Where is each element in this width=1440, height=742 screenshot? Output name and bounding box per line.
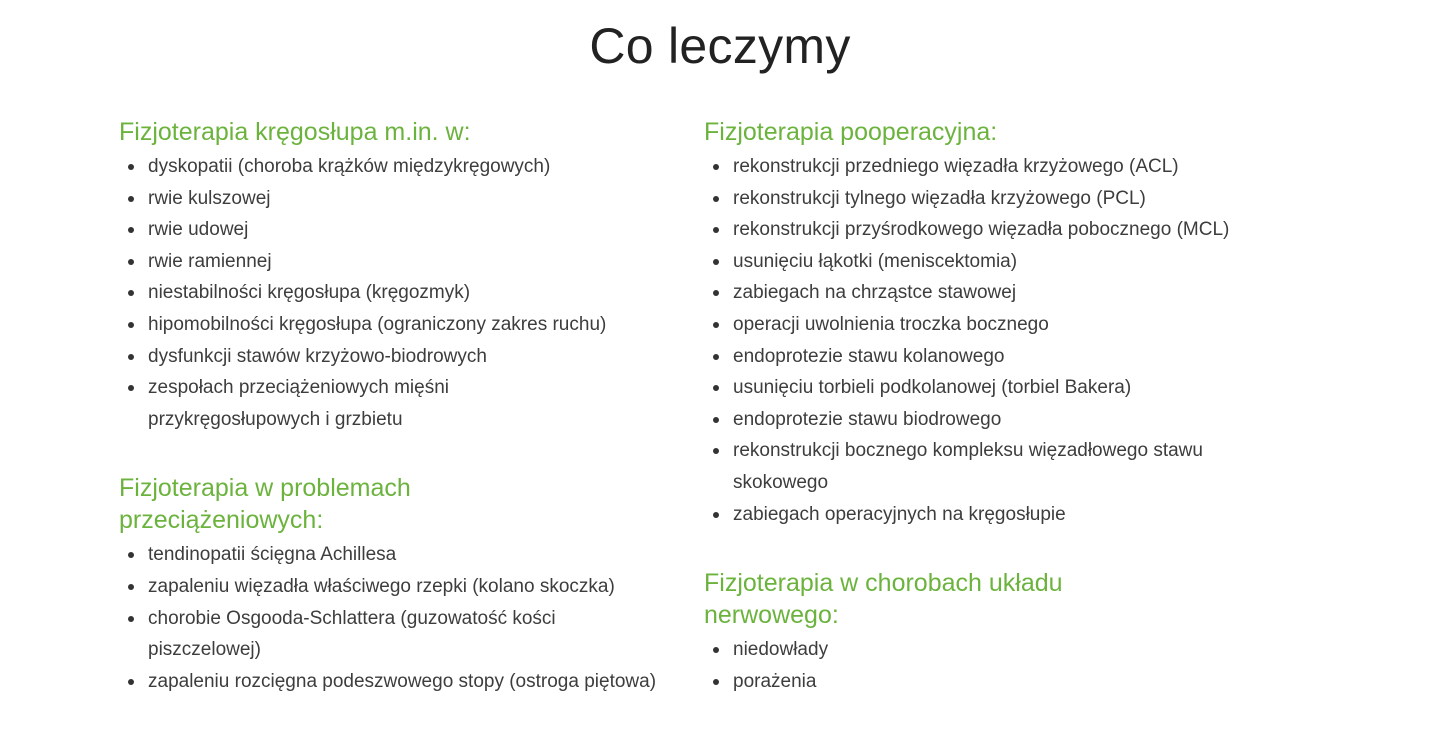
list-item-text: hipomobilności kręgosłupa (ograniczony zakres ruchu) xyxy=(148,313,607,335)
bullet-icon xyxy=(128,616,134,622)
bullet-icon xyxy=(713,448,719,454)
list-item xyxy=(704,277,1264,309)
list-item xyxy=(704,309,1264,341)
bullet-icon xyxy=(128,552,134,558)
list-item-text: zapaleniu więzadła właściwego rzepki (kolano skoczka) xyxy=(148,575,615,597)
condition-list xyxy=(704,634,1264,697)
list-item xyxy=(704,404,1264,436)
bullet-icon xyxy=(713,164,719,170)
bullet-icon xyxy=(713,385,719,391)
list-item-text: rwie kulszowej xyxy=(148,187,271,209)
list-item-text: rwie ramiennej xyxy=(148,250,272,272)
list-item-text: zespołach przeciążeniowych mięśni przykręgosłupowych i grzbietu xyxy=(148,377,449,430)
bullet-icon xyxy=(713,322,719,328)
list-item-text: porażenia xyxy=(733,670,817,692)
condition-list xyxy=(704,151,1264,530)
list-item-text: dyskopatii (choroba krążków międzykręgowych) xyxy=(148,156,551,177)
list-item-text: operacji uwolnienia troczka bocznego xyxy=(733,313,1049,335)
list-item-text: rekonstrukcji tylnego więzadła krzyżowego (PCL) xyxy=(733,187,1146,209)
list-item xyxy=(704,151,1264,183)
bullet-icon xyxy=(713,679,719,685)
page-title: Co leczymy xyxy=(589,18,851,74)
list-item xyxy=(704,372,1264,404)
section-nervous-system-physiotherapy xyxy=(704,567,1264,697)
list-item xyxy=(119,539,679,571)
bullet-icon xyxy=(713,512,719,518)
section-heading: Fizjoterapia pooperacyjna: xyxy=(704,118,998,146)
list-item xyxy=(119,183,679,215)
bullet-icon xyxy=(713,196,719,202)
bullet-icon xyxy=(128,354,134,360)
list-item xyxy=(704,341,1264,373)
list-item xyxy=(119,246,679,278)
list-item xyxy=(704,499,1264,531)
bullet-icon xyxy=(128,322,134,328)
section-heading: Fizjoterapia kręgosłupa m.in. w: xyxy=(119,118,471,146)
list-item xyxy=(704,183,1264,215)
bullet-icon xyxy=(128,227,134,233)
list-item-text: usunięciu łąkotki (meniscektomia) xyxy=(733,250,1018,272)
bullet-icon xyxy=(128,290,134,296)
list-item xyxy=(119,214,679,246)
list-item xyxy=(119,372,508,435)
list-item-text: tendinopatii ścięgna Achillesa xyxy=(148,544,397,566)
list-item-text: rekonstrukcji przedniego więzadła krzyżowego (ACL) xyxy=(733,156,1179,177)
list-item-text: chorobie Osgooda-Schlattera (guzowatość kości piszczelowej) xyxy=(148,607,556,661)
bullet-icon xyxy=(713,290,719,296)
list-item-text: niedowłady xyxy=(733,639,829,661)
list-item xyxy=(119,666,658,698)
bullet-icon xyxy=(713,354,719,360)
left-column xyxy=(119,116,679,734)
bullet-icon xyxy=(128,584,134,590)
list-item-text: rwie udowej xyxy=(148,219,249,241)
list-item-text: rekonstrukcji bocznego kompleksu więzadłowego stawu skokowego xyxy=(733,440,1203,493)
list-item xyxy=(704,246,1264,278)
list-item xyxy=(119,151,679,183)
bullet-icon xyxy=(128,679,134,685)
bullet-icon xyxy=(128,164,134,170)
condition-list xyxy=(119,539,679,697)
list-item xyxy=(119,277,679,309)
bullet-icon xyxy=(713,259,719,265)
bullet-icon xyxy=(128,385,134,391)
section-heading: Fizjoterapia w problemach przeciążeniowych: xyxy=(119,474,411,535)
bullet-icon xyxy=(713,417,719,423)
list-item-text: endoprotezie stawu kolanowego xyxy=(733,345,1005,367)
bullet-icon xyxy=(128,196,134,202)
bullet-icon xyxy=(128,259,134,265)
list-item xyxy=(704,634,1264,666)
list-item-text: zabiegach operacyjnych na kręgosłupie xyxy=(733,503,1066,525)
bullet-icon xyxy=(713,647,719,653)
list-item xyxy=(704,666,1264,698)
list-item xyxy=(119,341,679,373)
list-item-text: zapaleniu rozcięgna podeszwowego stopy (ostroga piętowa) xyxy=(148,670,657,692)
list-item xyxy=(119,603,628,666)
condition-list xyxy=(119,151,679,435)
list-item-text: rekonstrukcji przyśrodkowego więzadła pobocznego (MCL) xyxy=(733,219,1230,241)
list-item xyxy=(704,214,1253,246)
section-overload-physiotherapy xyxy=(119,472,679,697)
list-item-text: usunięciu torbieli podkolanowej (torbiel Bakera) xyxy=(733,377,1132,399)
section-heading: Fizjoterapia w chorobach układu nerwowego: xyxy=(704,569,1063,630)
right-column xyxy=(704,116,1264,734)
list-item xyxy=(119,309,679,341)
section-postoperative-physiotherapy xyxy=(704,116,1264,530)
list-item xyxy=(119,571,679,603)
list-item-text: dysfunkcji stawów krzyżowo-biodrowych xyxy=(148,345,487,367)
section-spine-physiotherapy xyxy=(119,116,679,435)
list-item-text: zabiegach na chrząstce stawowej xyxy=(733,282,1017,304)
bullet-icon xyxy=(713,227,719,233)
list-item-text: niestabilności kręgosłupa (kręgozmyk) xyxy=(148,282,471,304)
list-item-text: endoprotezie stawu biodrowego xyxy=(733,408,1002,430)
list-item xyxy=(704,435,1288,498)
